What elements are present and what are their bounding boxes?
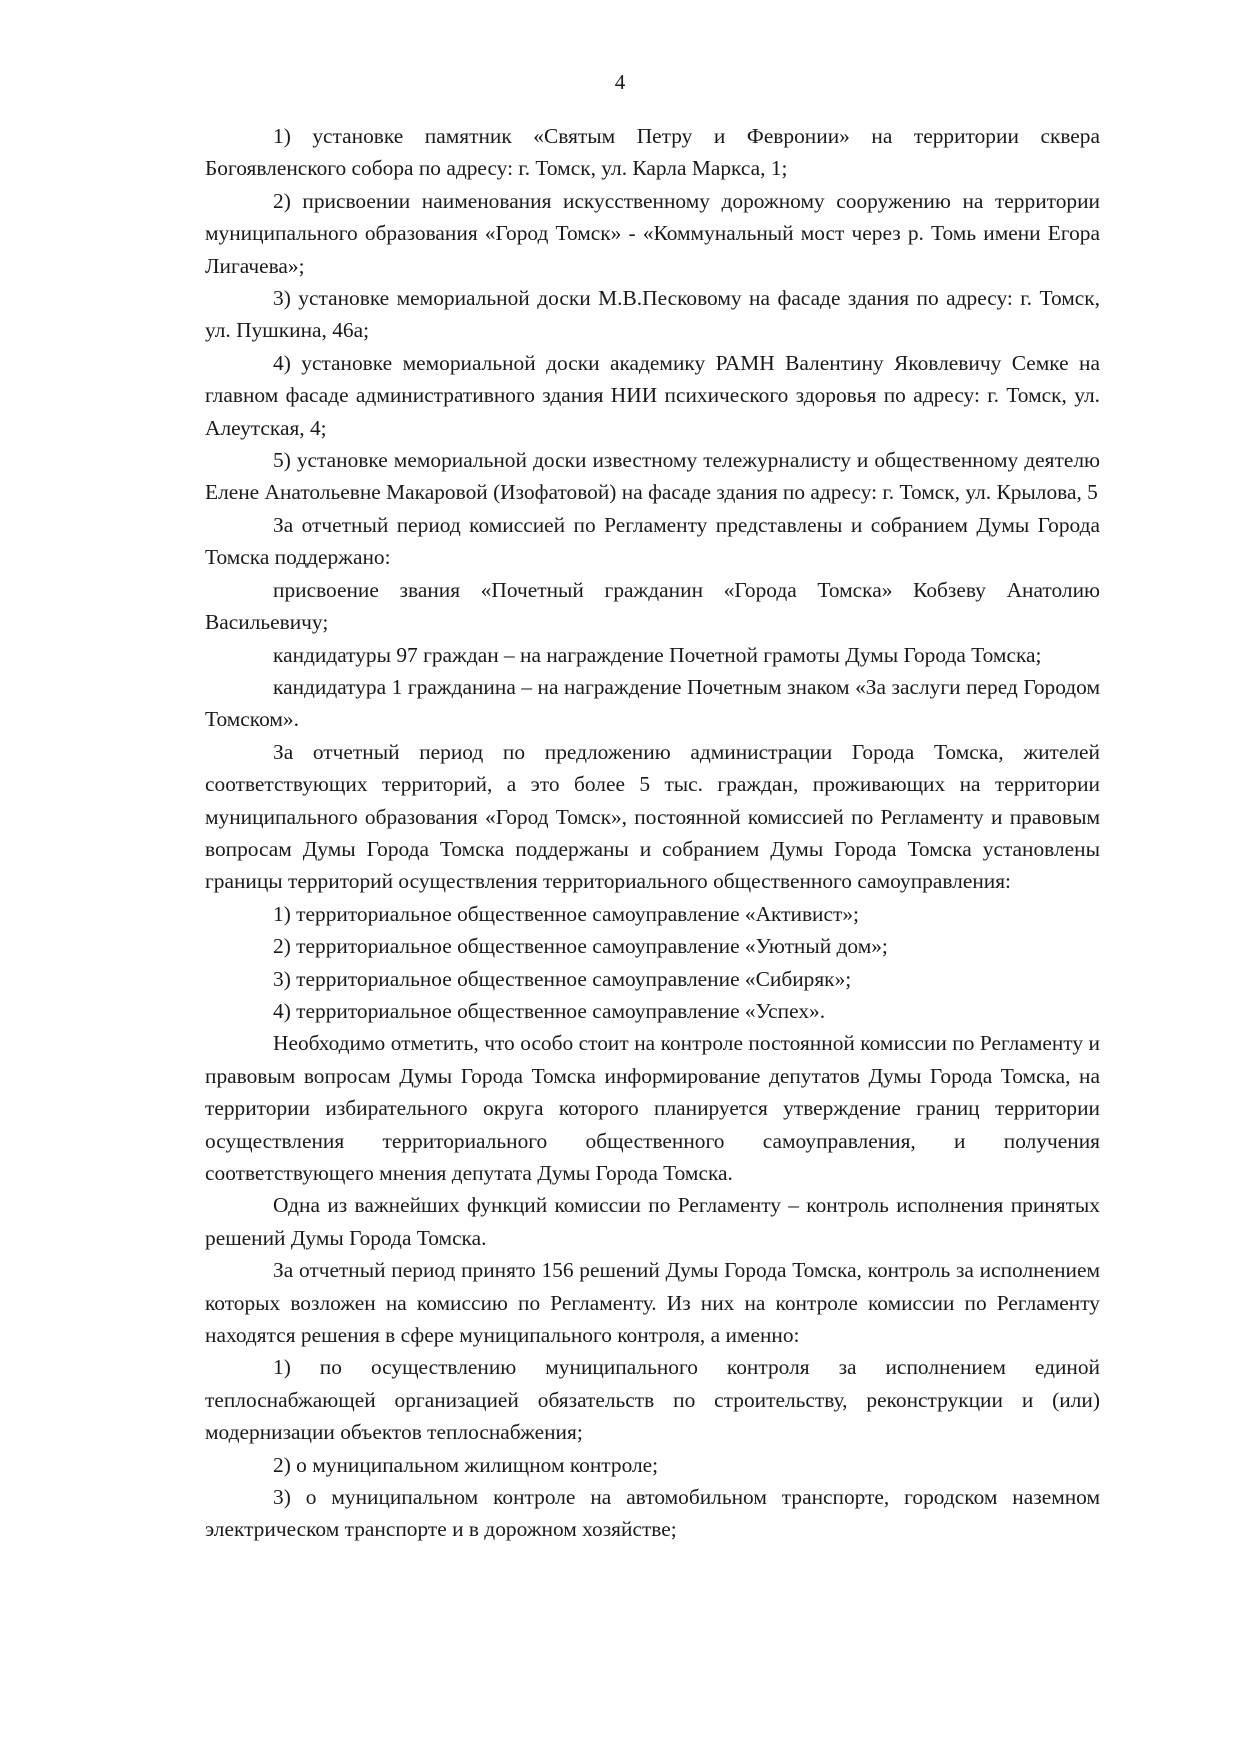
document-body: [205, 120, 1100, 1546]
list-item-bridge-naming: 2) присвоении наименования искусственному дорожному сооружению на территории муниципального образования «Город Томск» - «Коммунальный мост через р. Томь имени Егора Лигачева»;: [205, 188, 1100, 278]
list-item-tos-aktivist: 1) территориальное общественное самоуправление «Активист»;: [273, 901, 859, 926]
paragraph-certificates: кандидатуры 97 граждан – на награждение Почетной грамоты Думы Города Томска;: [273, 642, 1042, 667]
list-item-transport-control: 3) о муниципальном контроле на автомобильном транспорте, городском наземном электрическом транспорте и в дорожном хозяйстве;: [205, 1485, 1100, 1542]
list-item-plaque-peskovoy: 3) установке мемориальной доски М.В.Песковому на фасаде здания по адресу: г. Томск, ул. Пушкина, 46а;: [205, 286, 1100, 343]
list-item-plaque-semke: 4) установке мемориальной доски академику РАМН Валентину Яковлевичу Семке на главном фасаде административного здания НИИ психического здоровья по адресу: г. Томск, ул. Алеутская, 4;: [205, 350, 1100, 440]
paragraph-regulations-summary: За отчетный период комиссией по Регламенту представлены и собранием Думы Города Томска поддержано:: [205, 512, 1100, 570]
paragraph-tos-boundaries: За отчетный период по предложению администрации Города Томска, жителей соответствующих территорий, а это более 5 тыс. граждан, проживающих на территории муниципального образования «Город Томск», постоянной комиссией по Регламенту и правовым вопросам Думы Города Томска поддержаны и собранием Думы Города Томска установлены границы территорий осуществления территориального общественного самоуправления:: [205, 739, 1100, 894]
paragraph-deputies-informing: Необходимо отметить, что особо стоит на контроле постоянной комиссии по Регламенту и правовым вопросам Думы Города Томска информирование депутатов Думы Города Томска, на территории избирательного округа которого планируется утверждение границ территории осуществления территориального общественного самоуправления, и получения соответствующего мнения депутата Думы Города Томска.: [205, 1031, 1100, 1185]
paragraph-honorary-citizen: присвоение звания «Почетный гражданин «Города Томска» Кобзеву Анатолию Васильевичу;: [205, 577, 1100, 635]
paragraph-decisions-count: За отчетный период принято 156 решений Думы Города Томска, контроль за исполнением которых возложен на комиссию по Регламенту. Из них на контроле комиссии по Регламенту находятся решения в сфере муниципального контроля, а именно:: [205, 1258, 1100, 1348]
list-item-housing-control: 2) о муниципальном жилищном контроле;: [273, 1452, 659, 1477]
list-item-tos-uyutny-dom: 2) территориальное общественное самоуправление «Уютный дом»;: [273, 934, 888, 959]
paragraph-control-function: Одна из важнейших функций комиссии по Регламенту – контроль исполнения принятых решений Думы Города Томска.: [205, 1193, 1100, 1250]
list-item-tos-sibiryak: 3) территориальное общественное самоуправление «Сибиряк»;: [273, 966, 852, 991]
list-item-heat-supply-control: 1) по осуществлению муниципального контроля за исполнением единой теплоснабжающей организацией обязательств по строительству, реконструкции и (или) модернизации объектов теплоснабжения;: [205, 1355, 1100, 1445]
list-item-monument: 1) установке памятник «Святым Петру и Февронии» на территории сквера Богоявленского собора по адресу: г. Томск, ул. Карла Маркса, 1;: [205, 124, 1100, 181]
page-number: 4: [614, 70, 626, 94]
list-item-tos-uspekh: 4) территориальное общественное самоуправление «Успех».: [273, 998, 826, 1023]
list-item-plaque-makarova: 5) установке мемориальной доски известному тележурналисту и общественному деятелю Елене Анатольевне Макаровой (Изофатовой) на фасаде здания по адресу: г. Томск, ул. Крылова, 5: [205, 448, 1100, 505]
paragraph-badge-of-merit: кандидатура 1 гражданина – на награждение Почетным знаком «За заслуги перед Городом Томском».: [205, 674, 1100, 732]
